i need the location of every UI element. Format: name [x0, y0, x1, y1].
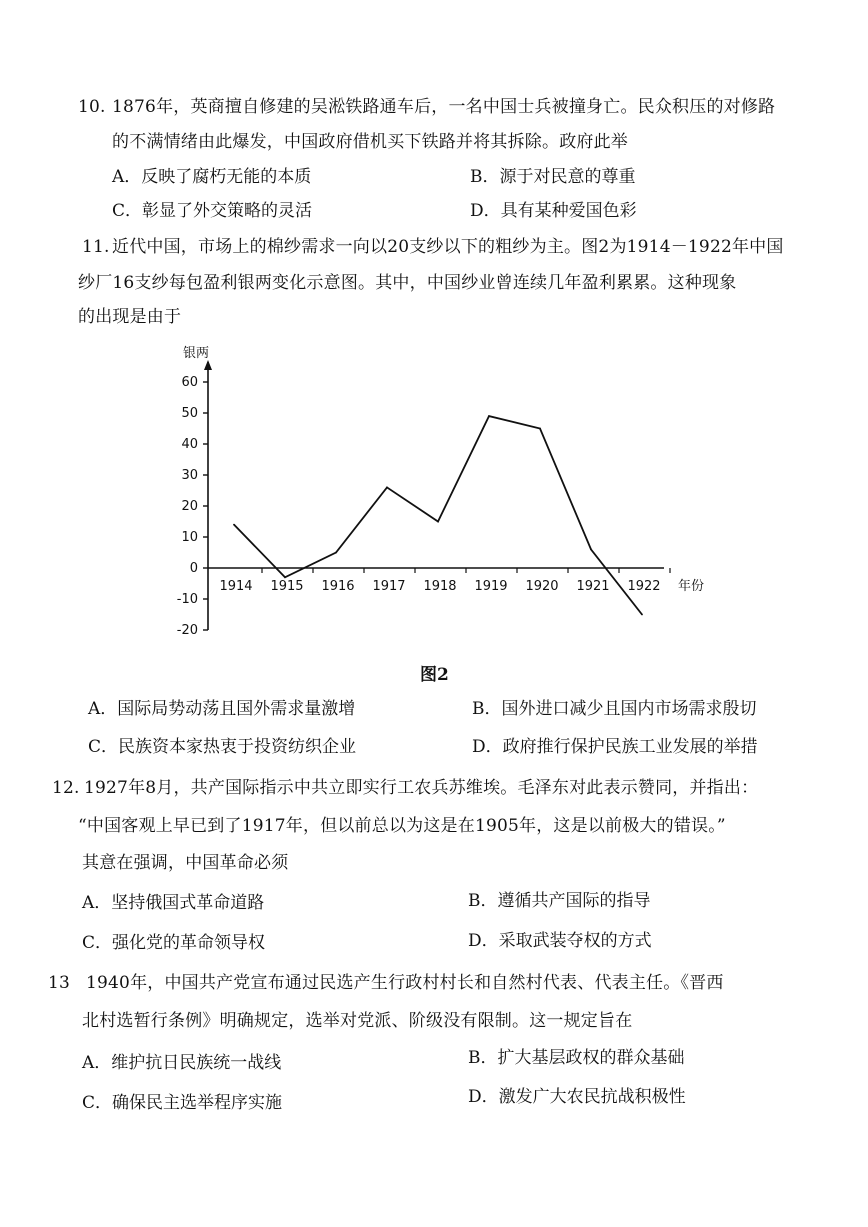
y-tick-label: -20	[176, 623, 198, 638]
q12-option-d: D．采取武装夺权的方式	[468, 931, 652, 951]
data-point	[437, 521, 439, 523]
q12-text-line2: “中国客观上早已到了1917年，但以前总以为这是在1905年，这是以前极大的错误。”	[78, 816, 726, 836]
y-tick-label: 0	[189, 561, 198, 576]
x-tick-label: 1922	[627, 579, 661, 594]
q12-option-c: C．强化党的革命领导权	[82, 933, 266, 953]
q13-text-line1: 1940年，中国共产党宣布通过民选产生行政村村长和自然村代表、代表主任。《晋西	[86, 973, 724, 993]
q11-text-line3: 的出现是由于	[78, 307, 182, 327]
q13-option-b: B．扩大基层政权的群众基础	[468, 1048, 685, 1068]
q10-number: 10.	[78, 97, 106, 117]
q12-option-a: A．坚持俄国式革命道路	[82, 893, 265, 913]
y-axis-arrow	[204, 360, 212, 370]
x-tick-label: 1919	[474, 579, 508, 594]
q11-text-line2: 纱厂16支纱每包盈利银两变化示意图。其中，中国纱业曾连续几年盈利累累。这种现象	[78, 273, 737, 293]
data-point	[335, 552, 337, 554]
q11-text-line1: 近代中国，市场上的棉纱需求一向以20支纱以下的粗纱为主。图2为1914－1922年中国	[112, 237, 784, 257]
x-tick-label: 1920	[525, 579, 559, 594]
x-tick-label: 1917	[372, 579, 406, 594]
data-point	[590, 549, 592, 551]
data-point	[233, 524, 235, 526]
x-axis-label: 年份	[678, 579, 705, 594]
q10-text-line2: 的不满情绪由此爆发，中国政府借机买下铁路并将其拆除。政府此举	[112, 132, 628, 152]
q11-option-a: A．国际局势动荡且国外需求量激增	[88, 699, 356, 719]
y-tick-label: 10	[181, 530, 198, 545]
q11-option-c: C．民族资本家热衷于投资纺织企业	[88, 737, 357, 757]
y-tick-label: 40	[181, 437, 198, 452]
x-tick-label: 1915	[270, 579, 304, 594]
figure-caption: 图2	[420, 665, 449, 685]
x-tick-label: 1918	[423, 579, 457, 594]
q13-text-line2: 北村选暂行条例》明确规定，选举对党派、阶级没有限制。这一规定旨在	[82, 1011, 633, 1031]
q13-option-a: A．维护抗日民族统一战线	[82, 1053, 282, 1073]
q13-number: 13	[48, 973, 71, 993]
y-axis-label: 银两	[182, 346, 210, 361]
q12-text-line1: 1927年8月，共产国际指示中共立即实行工农兵苏维埃。毛泽东对此表示赞同，并指出：	[84, 778, 759, 798]
q12-option-b: B．遵循共产国际的指导	[468, 891, 651, 911]
x-tick-label: 1921	[576, 579, 610, 594]
data-point	[488, 415, 490, 417]
q12-text-line3: 其意在强调，中国革命必须	[82, 853, 289, 873]
y-tick-label: -10	[176, 592, 198, 607]
q11-number: 11.	[82, 237, 110, 257]
q11-option-b: B．国外进口减少且国内市场需求殷切	[472, 699, 757, 719]
q10-option-a: A．反映了腐朽无能的本质	[112, 167, 312, 187]
q11-option-d: D．政府推行保护民族工业发展的举措	[472, 737, 758, 757]
q10-option-b: B．源于对民意的尊重	[470, 167, 636, 187]
q12-number: 12.	[52, 778, 80, 798]
y-tick-label: 20	[181, 499, 198, 514]
y-tick-label: 30	[181, 468, 198, 483]
y-tick-label: 50	[181, 406, 198, 421]
data-point	[641, 614, 643, 616]
data-point	[284, 576, 286, 578]
y-tick-label: 60	[181, 375, 198, 390]
data-point	[539, 428, 541, 430]
x-tick-label: 1914	[219, 579, 253, 594]
q13-option-d: D．激发广大农民抗战积极性	[468, 1087, 686, 1107]
q10-option-d: D．具有某种爱国色彩	[470, 201, 637, 221]
q10-text-line1: 1876年，英商擅自修建的吴淞铁路通车后，一名中国士兵被撞身亡。民众积压的对修路	[112, 97, 776, 117]
profit-line-chart	[150, 338, 710, 648]
data-point	[386, 487, 388, 489]
q10-option-c: C．彰显了外交策略的灵活	[112, 201, 313, 221]
q13-option-c: C．确保民主选举程序实施	[82, 1093, 283, 1113]
chart-ticks	[177, 375, 670, 638]
x-tick-label: 1916	[321, 579, 355, 594]
